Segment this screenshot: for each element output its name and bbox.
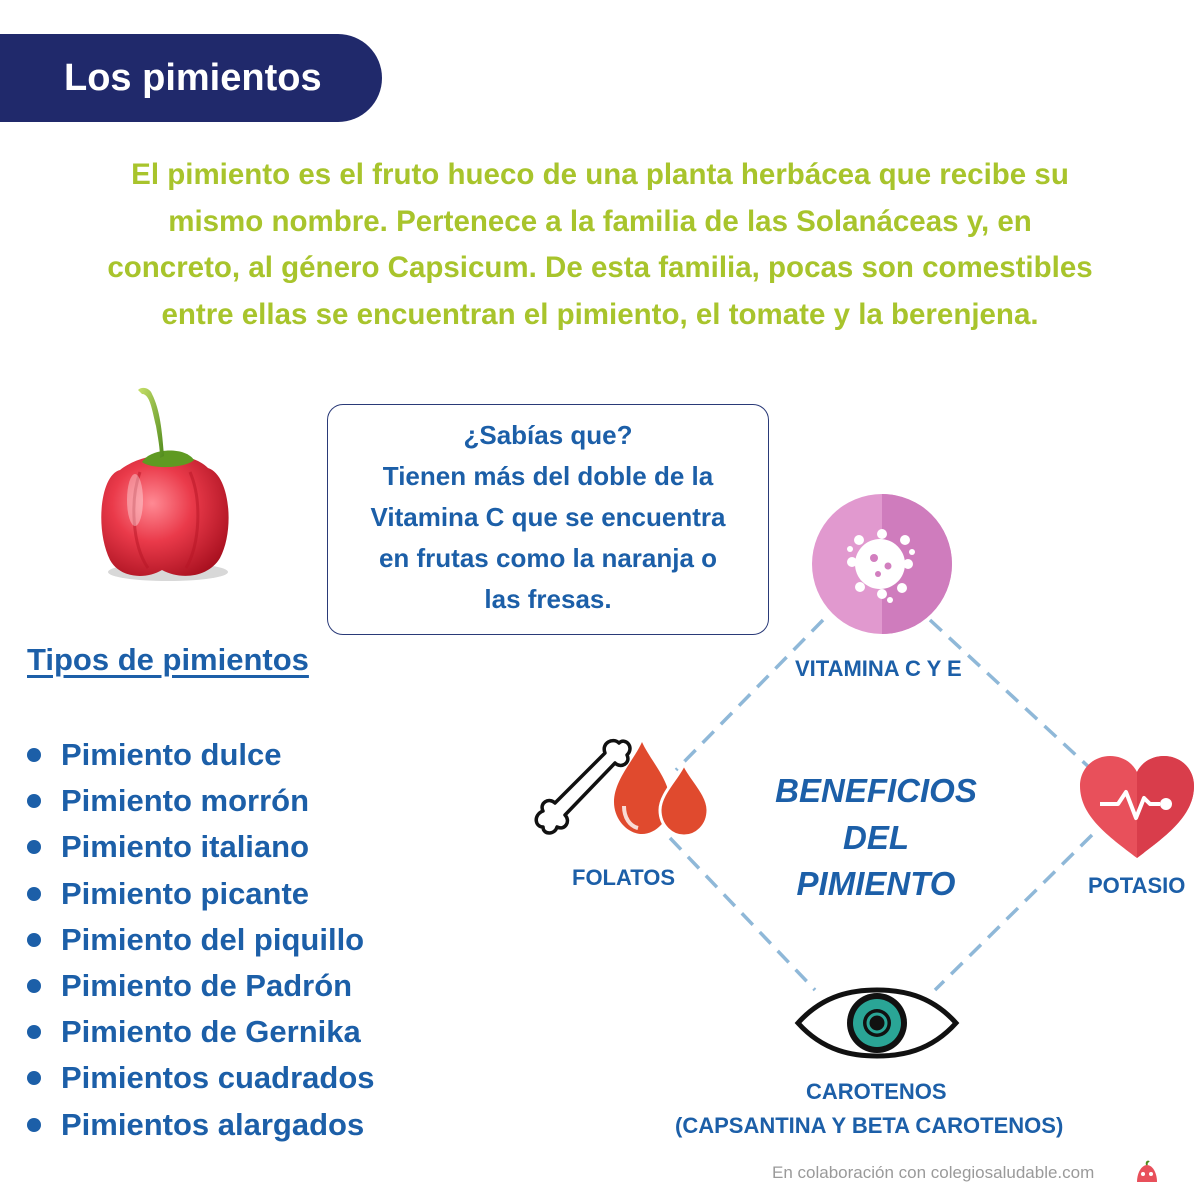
intro-line: entre ellas se encuentran el pimiento, el tomate y la berenjena. xyxy=(161,297,1039,331)
list-item-label: Pimiento italiano xyxy=(61,829,310,865)
list-item-label: Pimiento picante xyxy=(61,875,310,911)
intro-line: concreto, al género Capsicum. De esta familia, pocas son comestibles xyxy=(107,251,1093,284)
list-item-label: Pimiento de Padrón xyxy=(61,968,353,1004)
benefits-title-line: DEL xyxy=(843,818,909,856)
footer-credit: En colaboración con colegiosaludable.com xyxy=(772,1163,1095,1182)
list-item-label: Pimiento de Gernika xyxy=(61,1014,361,1050)
eye-icon xyxy=(794,988,960,1058)
page-title: Los pimientos xyxy=(64,56,322,99)
list-item-label: Pimiento morrón xyxy=(61,783,310,819)
virus-icon xyxy=(812,494,952,634)
logo-icon xyxy=(1134,1160,1160,1186)
benefit-folatos-label: FOLATOS xyxy=(572,865,676,890)
heart-pulse-icon xyxy=(1078,754,1196,859)
benefit-carotenos-detail: (CAPSANTINA Y BETA CAROTENOS) xyxy=(675,1113,1064,1138)
intro-line: mismo nombre. Pertenece a la familia de las Solanáceas y, en xyxy=(168,204,1032,238)
benefit-vitamina-label: VITAMINA C Y E xyxy=(795,656,962,681)
benefits-title-line: BENEFICIOS xyxy=(775,772,977,809)
fact-line: las fresas. xyxy=(484,584,612,614)
blood-drop-icon xyxy=(612,740,712,840)
fact-line: Vitamina C que se encuentra xyxy=(370,502,726,532)
benefits-title xyxy=(756,768,996,908)
benefit-carotenos-label: CAROTENOS xyxy=(806,1079,947,1104)
list-item-label: Pimientos cuadrados xyxy=(61,1060,375,1096)
list-item-label: Pimientos alargados xyxy=(61,1106,365,1142)
fact-line: en frutas como la naranja o xyxy=(378,543,718,573)
benefit-potasio-label: POTASIO xyxy=(1088,873,1186,898)
list-item-label: Pimiento dulce xyxy=(61,737,282,773)
benefits-title-line: PIMIENTO xyxy=(796,865,956,902)
intro-line: El pimiento es el fruto hueco de una planta herbácea que recibe su xyxy=(131,158,1069,191)
fact-heading: ¿Sabías que? xyxy=(463,420,633,450)
fact-line: Tienen más del doble de la xyxy=(382,461,714,491)
list-item-label: Pimiento del piquillo xyxy=(61,921,365,957)
types-heading: Tipos de pimientos xyxy=(27,642,309,677)
